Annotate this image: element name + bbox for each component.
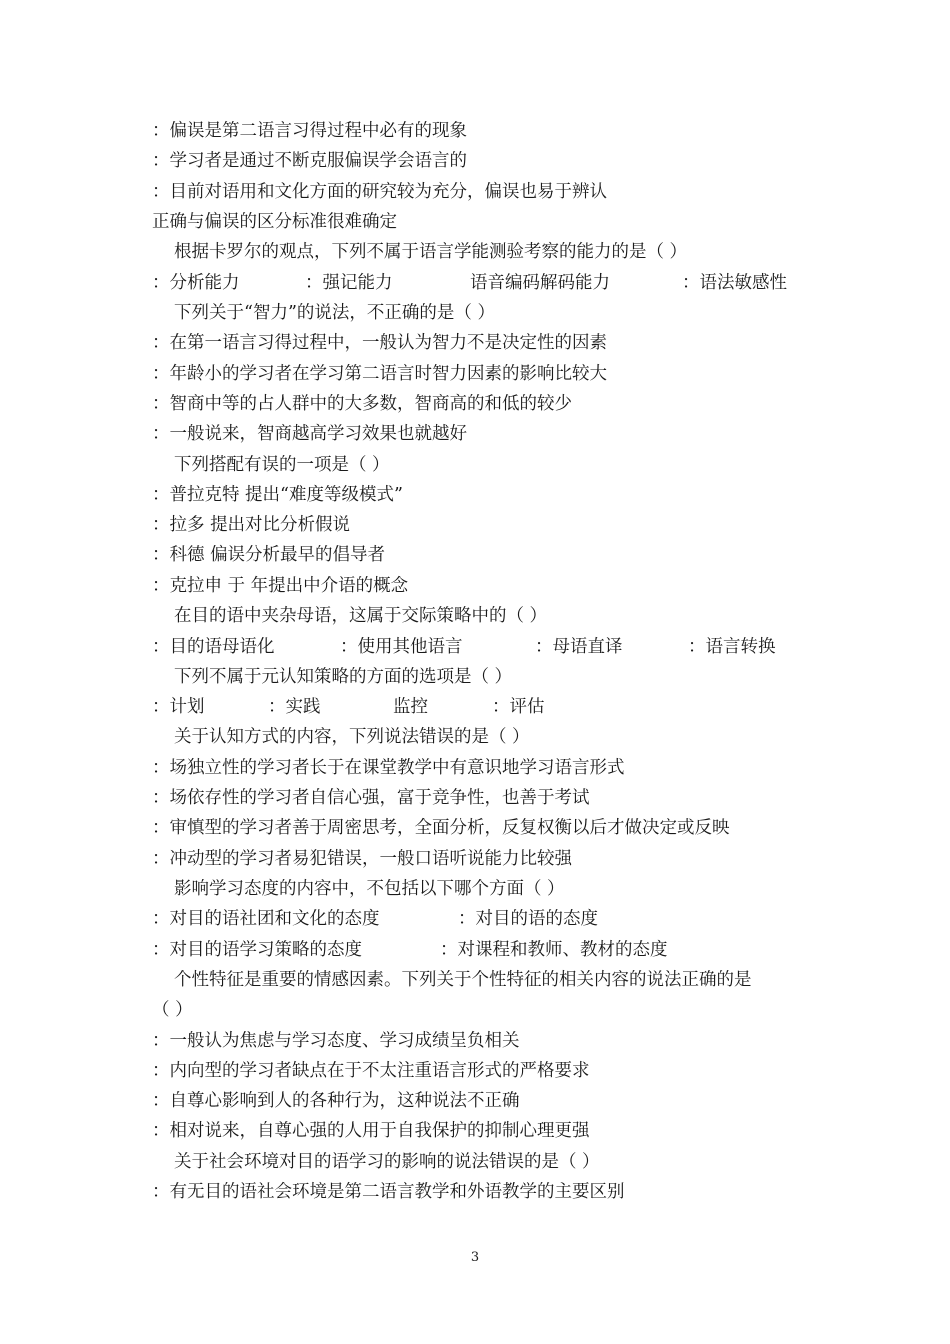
option-line: ：审慎型的学习者善于周密思考，全面分析，反复权衡以后才做决定或反映 (152, 818, 730, 838)
option-cell: ：计划 (152, 697, 205, 717)
question-line: 影响学习态度的内容中，不包括以下哪个方面（ ） (174, 879, 565, 899)
option-line: ：智商中等的占人群中的大多数，智商高的和低的较少 (152, 394, 572, 414)
option-cell: ：对目的语的态度 (458, 909, 598, 929)
option-row (0, 268, 950, 298)
option-cell: ：母语直译 (535, 637, 623, 657)
option-line: ：场依存性的学习者自信心强，富于竞争性，也善于考试 (152, 788, 590, 808)
option-cell: ：语言转换 (688, 637, 776, 657)
option-line: ：学习者是通过不断克服偏误学会语言的 (152, 151, 467, 171)
option-line: ：拉多 提出对比分析假说 (152, 515, 351, 535)
option-row (0, 904, 950, 934)
option-line: （ ） (152, 1000, 193, 1020)
option-cell: ：分析能力 (152, 273, 240, 293)
option-line: 正确与偏误的区分标准很难确定 (152, 212, 397, 232)
question-line: 下列不属于元认知策略的方面的选项是（ ） (174, 667, 513, 687)
option-cell: ：实践 (268, 697, 321, 717)
question-line: 关于社会环境对目的语学习的影响的说法错误的是（ ） (174, 1152, 600, 1172)
option-cell: ：对课程和教师、教材的态度 (440, 940, 668, 960)
question-line: 根据卡罗尔的观点，下列不属于语言学能测验考察的能力的是（ ） (174, 242, 688, 262)
option-cell: 语音编码解码能力 (470, 273, 610, 293)
question-line: 关于认知方式的内容，下列说法错误的是（ ） (174, 727, 530, 747)
option-line: ：场独立性的学习者长于在课堂教学中有意识地学习语言形式 (152, 758, 625, 778)
option-row (0, 632, 950, 662)
option-row (0, 692, 950, 722)
option-line: ：有无目的语社会环境是第二语言教学和外语教学的主要区别 (152, 1182, 625, 1202)
option-row (0, 935, 950, 965)
option-cell: ：对目的语学习策略的态度 (152, 940, 362, 960)
option-cell: ：强记能力 (305, 273, 393, 293)
option-cell: 监控 (393, 697, 428, 717)
option-line: ：年龄小的学习者在学习第二语言时智力因素的影响比较大 (152, 364, 607, 384)
option-line: ：自尊心影响到人的各种行为，这种说法不正确 (152, 1091, 520, 1111)
option-line: ：内向型的学习者缺点在于不太注重语言形式的严格要求 (152, 1061, 590, 1081)
option-line: ：在第一语言习得过程中，一般认为智力不是决定性的因素 (152, 333, 607, 353)
option-line: ：一般说来，智商越高学习效果也就越好 (152, 424, 467, 444)
option-cell: ：目的语母语化 (152, 637, 275, 657)
option-line: ：克拉申 于 年提出中介语的概念 (152, 576, 409, 596)
option-line: ：目前对语用和文化方面的研究较为充分，偏误也易于辨认 (152, 182, 607, 202)
option-cell: ：语法敏感性 (682, 273, 787, 293)
option-cell: ：评估 (492, 697, 545, 717)
option-cell: ：对目的语社团和文化的态度 (152, 909, 380, 929)
option-line: ：偏误是第二语言习得过程中必有的现象 (152, 121, 467, 141)
page-number: 3 (470, 1250, 480, 1265)
option-line: ：一般认为焦虑与学习态度、学习成绩呈负相关 (152, 1031, 520, 1051)
question-line: 下列搭配有误的一项是（ ） (174, 455, 390, 475)
option-line: ：冲动型的学习者易犯错误，一般口语听说能力比较强 (152, 849, 572, 869)
option-line: ：普拉克特 提出“难度等级模式” (152, 485, 403, 505)
option-line: ：相对说来，自尊心强的人用于自我保护的抑制心理更强 (152, 1121, 590, 1141)
option-line: ：科德 偏误分析最早的倡导者 (152, 545, 386, 565)
question-line: 下列关于“智力”的说法，不正确的是（ ） (174, 303, 495, 323)
question-line: 个性特征是重要的情感因素。下列关于个性特征的相关内容的说法正确的是 (174, 970, 752, 990)
question-line: 在目的语中夹杂母语，这属于交际策略中的（ ） (174, 606, 548, 626)
option-cell: ：使用其他语言 (340, 637, 463, 657)
